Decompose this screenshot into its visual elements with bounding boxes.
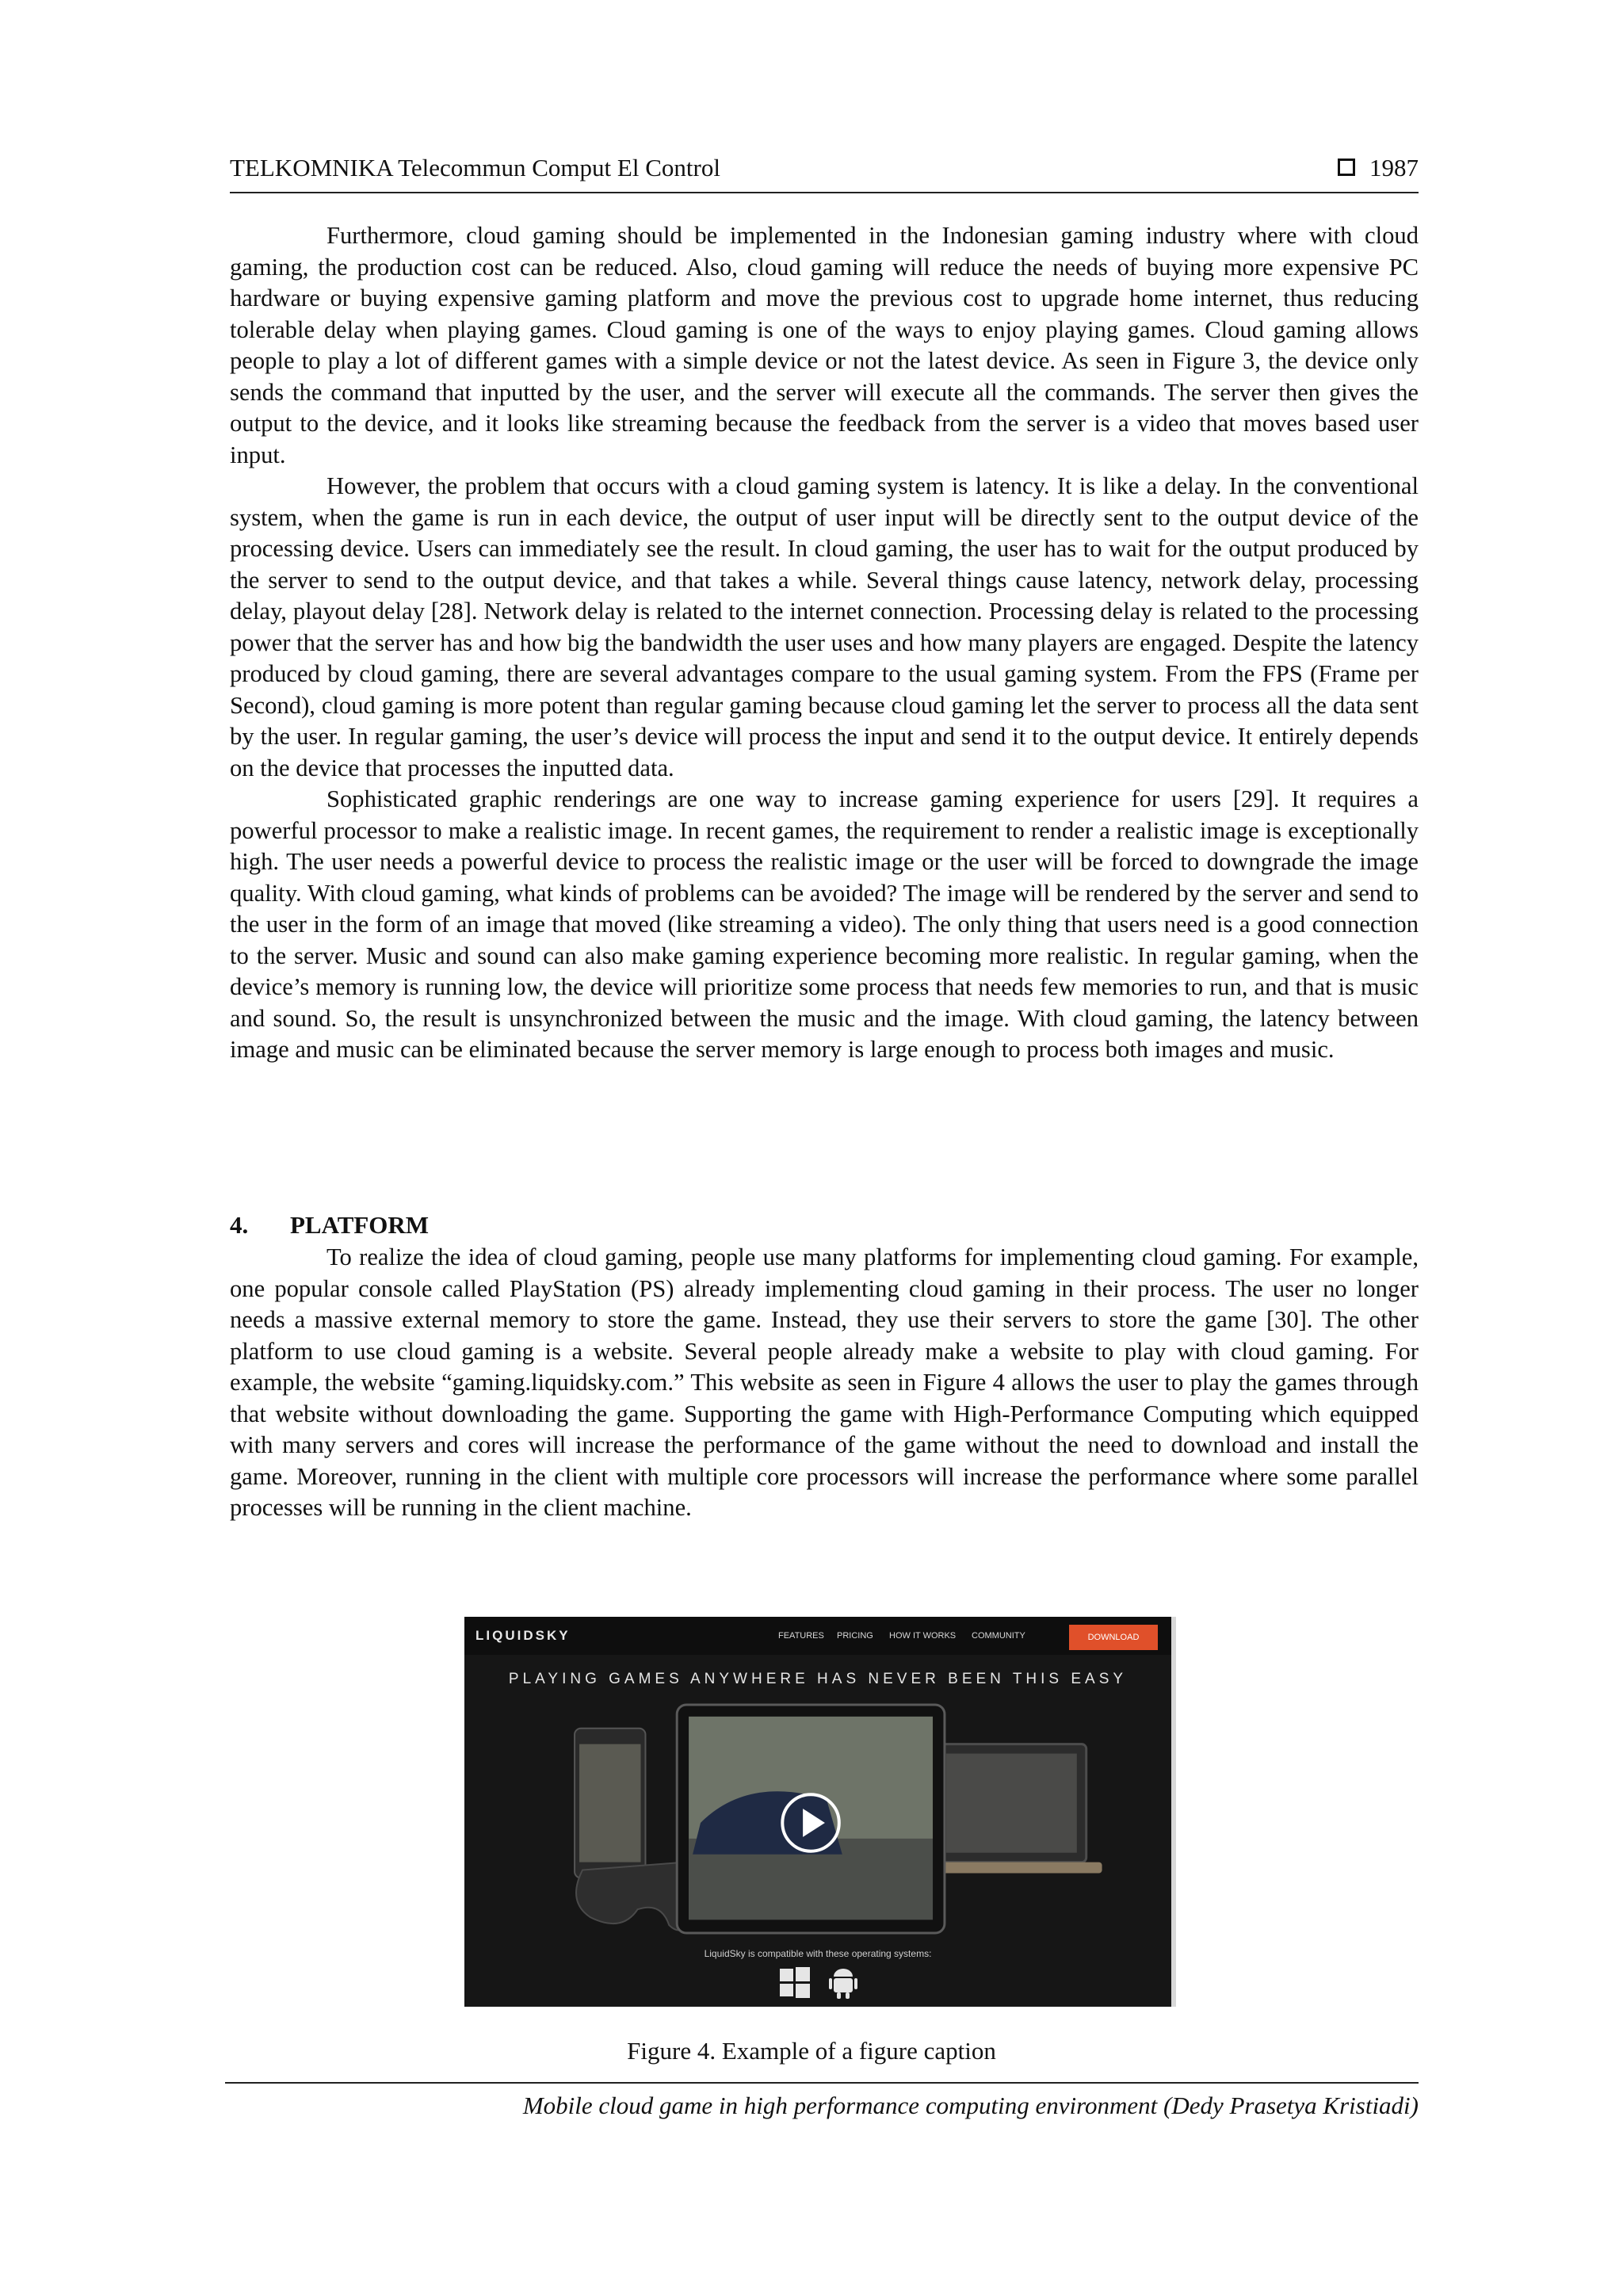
paragraph: Sophisticated graphic renderings are one way to increase gaming experience for users [29]. It requires a powerful processor to make a realistic image. In recent games, the requirement to render a realistic image is exceptionally high. The user needs a powerful device to process the realistic image or the user will be forced to downgrade the image quality. With cloud gaming, what kinds of problems can be avoided? The image will be rendered by the server and send to the user in the form of an image that moved (like streaming a video). The only thing that users need is a good connection to the server. Music and sound can also make gaming experience becoming more realistic. In regular gaming, when the device’s memory is running low, the device will prioritize some process that needs few memories to run, and that is music and sound. So, the result is unsynchronized between the music and the image. With cloud gaming, the latency between image and music can be eliminated because the server memory is large enough to process both images and music. — [230, 785, 1419, 1063]
os-compatibility-note: LiquidSky is compatible with these operating systems: — [704, 1948, 932, 1959]
windows-icon — [778, 1966, 812, 1999]
paragraph: To realize the idea of cloud gaming, people use many platforms for implementing cloud gaming. For example, one popular console called PlayStation (PS) already implementing cloud gaming in their process. The user no longer needs a massive external memory to store the game. Instead, they use their servers to store the game [30]. The other platform to use cloud gaming is a website. Several people already make a website to play with cloud gaming. For example, the website “gaming.liquidsky.com.” This website as seen in Figure 4 allows the user to play the games through that website without downloading the game. Supporting the game with High-Performance Computing which equipped with many servers and cores will increase the performance of the game without the need to download and install the game. Moreover, running in the client with multiple core processors will increase the performance where some parallel processes will be running in the client machine. — [230, 1244, 1419, 1521]
devices-illustration — [464, 1696, 1171, 1942]
figure-headline: PLAYING GAMES ANYWHERE HAS NEVER BEEN THIS EASY — [508, 1671, 1128, 1687]
menu-features: FEATURES — [778, 1631, 824, 1641]
page-number: 1987 — [1369, 154, 1419, 181]
android-icon — [827, 1966, 859, 2000]
paragraph: Furthermore, cloud gaming should be implemented in the Indonesian gaming industry where with cloud gaming, the production cost can be reduced. Also, cloud gaming will reduce the needs of buying more expensive PC hardware or buying expensive gaming platform and move the previous cost to upgrade home internet, thus reducing tolerable delay when playing games. Cloud gaming is one of the ways to enjoy playing games. Cloud gaming allows people to play a lot of different games with a simple device or not the latest device. As seen in Figure 3, the device only sends the command that inputted by the user, and the server will execute all the commands. The server then gives the output to the device, and it looks like streaming because the feedback from the server is a video that moves based user input. — [230, 222, 1419, 468]
menu-community: COMMUNITY — [972, 1631, 1025, 1641]
footer-citation: Mobile cloud game in high performance computing environment (Dedy Prasetya Kristiadi) — [522, 2092, 1419, 2119]
menu-pricing: PRICING — [837, 1631, 873, 1641]
section-heading — [230, 1211, 429, 1240]
figure-caption: Figure 4. Example of a figure caption — [627, 2037, 996, 2065]
menu-how-it-works: HOW IT WORKS — [889, 1631, 957, 1641]
page-header — [230, 154, 1419, 193]
section-title: PLATFORM — [290, 1211, 430, 1239]
figure-screenshot — [464, 1617, 1176, 2007]
page-footer — [225, 2082, 1419, 2119]
body-text — [230, 220, 1419, 1066]
figure-navbar — [464, 1617, 1171, 1655]
journal-title: TELKOMNIKA Telecommun Comput El Control — [230, 154, 720, 181]
paragraph: However, the problem that occurs with a cloud gaming system is latency. It is like a delay. In the conventional system, when the game is run in each device, the output of user input will be directly sent to the output device of the processing device. Users can immediately see the result. In cloud gaming, the user has to wait for the output produced by the server to send to the output device, and that takes a while. Several things cause latency, network delay, processing delay, playout delay [28]. Network delay is related to the internet connection. Processing delay is related to the processing power that the server has and how big the bandwidth the user uses and how many players are engaged. Despite the latency produced by cloud gaming, there are several advantages compare to the usual gaming system. From the FPS (Frame per Second), cloud gaming is more potent than regular gaming because cloud gaming let the server to process all the data sent by the user. In regular gaming, the user’s device will process the input and send it to the output device. It entirely depends on the device that processes the inputted data. — [230, 472, 1419, 781]
square-bullet-icon — [1338, 159, 1355, 176]
download-button: DOWNLOAD — [1069, 1625, 1158, 1650]
section-body — [230, 1242, 1419, 1524]
section-number: 4. — [230, 1211, 249, 1239]
liquidsky-logo: LIQUIDSKY — [475, 1628, 571, 1643]
